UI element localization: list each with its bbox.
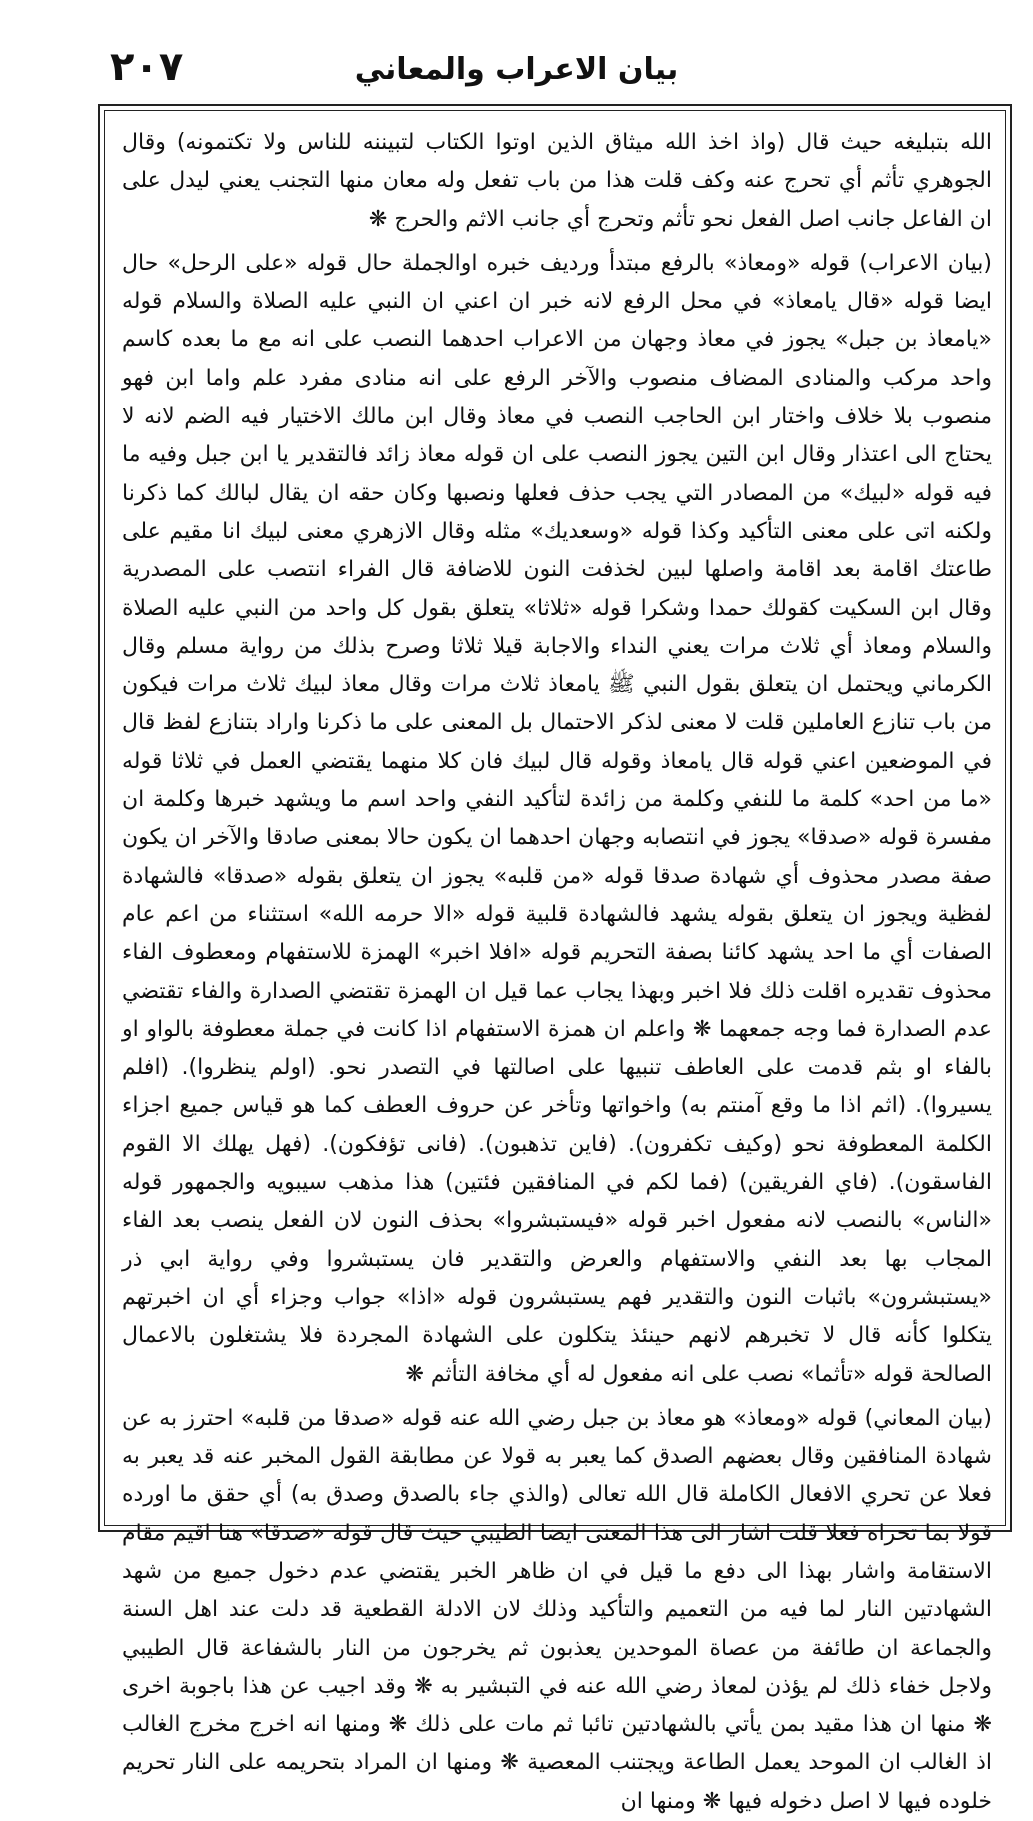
page-number: ٢٠٧ xyxy=(110,44,184,90)
paragraph-commentary-intro: الله بتبليغه حيث قال (واذ اخذ الله ميثاق الذين اوتوا الكتاب لتبيننه للناس ولا تكتمونه) وقال الجوهري تأثم أي تحرج عنه وكف قلت هذا من باب تفعل وله معان منها التجنب يعني ليدل على ان الفاعل جانب اصل الفعل نحو تأثم وتحرج أي جانب الاثم والحرج ❋ xyxy=(122,130,992,232)
body-text xyxy=(122,124,992,1821)
paragraph-bayan-al-maani: (بيان المعاني) قوله «ومعاذ» هو معاذ بن جبل رضي الله عنه قوله «صدقا من قلبه» احترز به عن شهادة المنافقين وقال بعضهم الصدق كما يعبر به قولا عن مطابقة القول المخبر عنه قد يعبر به فعلا عن تحري الافعال الكاملة قال الله تعالى (والذي جاء بالصدق وصدق به) أي حقق ما اورده قولا بما تحراه فعلا قلت اشار الى هذا المعنى ايضا الطيبي حيث قال قوله «صدقا» هنا اقيم مقام الاستقامة واشار بهذا الى دفع ما قيل في ان ظاهر الخبر يقتضي عدم دخول جميع من شهد الشهادتين النار لما فيه من التعميم والتأكيد وذلك لان الادلة القطعية قد دلت عند اهل السنة والجماعة ان طائفة من عصاة الموحدين يعذبون ثم يخرجون من النار بالشفاعة قال الطيبي ولاجل خفاء ذلك لم يؤذن لمعاذ رضي الله عنه في التبشير به ❋ وقد اجيب عن هذا باجوبة اخرى ❋ منها ان هذا مقيد بمن يأتي بالشهادتين تائبا ثم مات على ذلك ❋ ومنها انه اخرج مخرج الغالب اذ الغالب ان الموحد يعمل الطاعة ويجتنب المعصية ❋ ومنها ان المراد بتحريمه على النار تحريم خلوده فيها لا اصل دخوله فيها ❋ ومنها ان xyxy=(122,1405,992,1814)
running-title: بيان الاعراب والمعاني xyxy=(354,52,679,87)
text-frame xyxy=(98,104,1012,1814)
paragraph-bayan-al-irab: (بيان الاعراب) قوله «ومعاذ» بالرفع مبتدأ ورديف خبره اوالجملة حال قوله «على الرحل» حال ايضا قوله «قال يامعاذ» في محل الرفع لانه خبر ان اعني ان النبي عليه الصلاة والسلام قوله «يامعاذ بن جبل» يجوز في معاذ وجهان من الاعراب احدهما النصب على انه مع ما بعده كاسم واحد مركب والمنادى المضاف منصوب والآخر الرفع على انه منادى مفرد علم واما ابن فهو منصوب بلا خلاف واختار ابن الحاجب النصب في معاذ وقال ابن مالك الاختيار فيه الضم لانه لا يحتاج الى اعتذار وقال ابن التين يجوز النصب على ان قوله معاذ زائد فالتقدير يا ابن جبل وفيه ما فيه قوله «لبيك» من المصادر التي يجب حذف فعلها ونصبها وكان حقه ان يقال لبالك كما ذكرنا ولكنه اتى على معنى التأكيد وكذا قوله «وسعديك» مثله وقال الازهري معنى لبيك انا مقيم على طاعتك اقامة بعد اقامة واصلها لبين لخذفت النون للاضافة قال الفراء انتصب على المصدرية وقال ابن السكيت كقولك حمدا وشكرا قوله «ثلاثا» يتعلق بقول كل واحد من النبي عليه الصلاة والسلام ومعاذ أي ثلاث مرات يعني النداء والاجابة قيلا ثلاثا وصرح بذلك من رواية مسلم وقال الكرماني ويحتمل ان يتعلق بقول النبي ﷺ يامعاذ ثلاث مرات وقال معاذ لبيك ثلاث مرات فيكون من باب تنازع العاملين قلت لا معنى لذكر الاحتمال بل المعنى على ما ذكرنا واراد بتنازع لفظ قال في الموضعين اعني قوله قال يامعاذ وقوله قال لبيك فان كلا منهما يقتضي العمل في ثلاثا قوله «ما من احد» كلمة ما للنفي وكلمة من زائدة لتأكيد النفي واحد اسم ما ويشهد خبرها وكلمة ان مفسرة قوله «صدقا» يجوز في انتصابه وجهان احدهما ان يكون حالا بمعنى صادقا والآخر ان يكون صفة مصدر محذوف أي شهادة صدقا قوله «من قلبه» يجوز ان يتعلق بقوله «صدقا» فالشهادة لفظية ويجوز ان يتعلق بقوله يشهد فالشهادة قلبية قوله «الا حرمه الله» استثناء من اعم عام الصفات أي ما احد يشهد كائنا بصفة التحريم قوله «افلا اخبر» الهمزة للاستفهام ومعطوف الفاء محذوف تقديره اقلت ذلك فلا اخبر وبهذا يجاب عما قيل ان الهمزة تقتضي الصدارة والفاء تقتضي عدم الصدارة فما وجه جمعهما ❋ واعلم ان همزة الاستفهام اذا كانت في جملة معطوفة بالواو او بالفاء او بثم قدمت على العاطف تنبيها على اصالتها في التصدر نحو. (اولم ينظروا). (افلم يسيروا). (اثم اذا ما وقع آمنتم به) واخواتها وتأخر عن حروف العطف كما هو قياس جميع اجزاء الكلمة المعطوفة نحو (وكيف تكفرون). (فاين تذهبون). (فانى تؤفكون). (فهل يهلك الا القوم الفاسقون). (فاي الفريقين) (فما لكم في المنافقين فئتين) هذا مذهب سيبويه والجمهور قوله «الناس» بالنصب لانه مفعول اخبر قوله «فيستبشروا» بحذف النون لان الفعل ينصب بعد الفاء المجاب بها بعد النفي والاستفهام والعرض والتقدير فان يستبشروا وفي رواية ابي ذر «يستبشرون» باثبات النون والتقدير فهم يستبشرون قوله «اذا» جواب وجزاء أي ان اخبرتهم يتكلوا كأنه قال لا تخبرهم لانهم حينئذ يتكلون على الشهادة المجردة فلا يشتغلون بالاعمال الصالحة قوله «تأثما» نصب على انه مفعول له أي مخافة التأثم ❋ xyxy=(122,250,992,1387)
